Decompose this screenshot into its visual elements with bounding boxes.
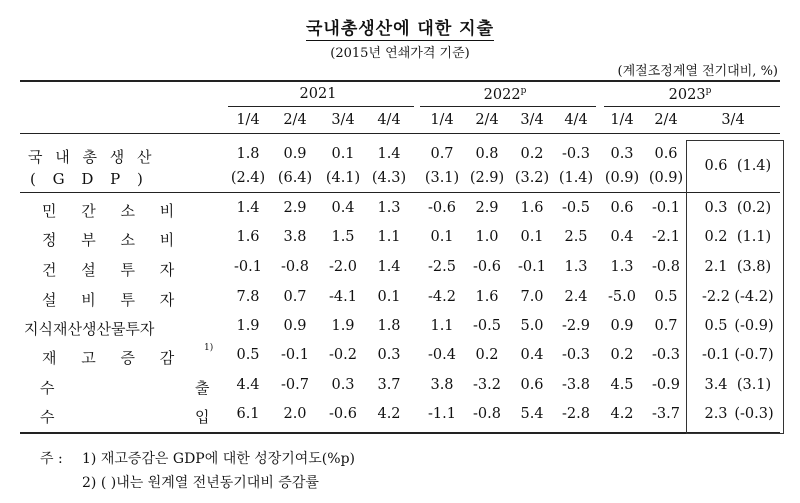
row-value: 0.7 (654, 318, 678, 334)
row-latest-value: 0.3 (704, 200, 728, 216)
gdp-value: 0.8 (475, 146, 499, 162)
row-value: 2.5 (564, 229, 588, 245)
bottom-rule (20, 432, 780, 434)
row-value: 2.0 (283, 406, 307, 422)
row-value: 1.3 (377, 200, 401, 216)
year-preliminary-mark: p (520, 86, 527, 96)
quarter-header: 3/4 (721, 112, 745, 128)
row-label-footnote-mark: 1) (204, 343, 214, 353)
row-value: -0.6 (329, 406, 357, 422)
gdp-value: 1.4 (377, 146, 401, 162)
gdp-latest-yoy: (1.4) (736, 158, 772, 174)
row-label: 민 간 소 비 (42, 202, 185, 220)
gdp-value: 0.1 (331, 146, 355, 162)
row-value: -0.3 (652, 347, 680, 363)
row-value: 3.8 (430, 377, 454, 393)
row-label: 건 설 투 자 (42, 261, 185, 279)
row-value: -0.1 (652, 200, 680, 216)
row-label-6-part-2: 출 (195, 379, 210, 397)
quarter-header: 4/4 (377, 112, 401, 128)
row-value: -3.8 (562, 377, 590, 393)
row-label: 정 부 소 비 (42, 231, 185, 249)
row-latest-value: 3.4 (704, 377, 728, 393)
row-value: 0.5 (654, 289, 678, 305)
row-latest-yoy: (1.1) (736, 229, 772, 245)
quarter-header: 3/4 (520, 112, 544, 128)
row-value: 1.4 (236, 200, 260, 216)
row-value: -1.1 (428, 406, 456, 422)
note-1: 1) 재고증감은 GDP에 대한 성장기여도(%p) (82, 451, 355, 467)
row-value: 0.5 (236, 347, 260, 363)
gdp-yoy-value: (2.4) (230, 170, 266, 186)
quarter-header: 1/4 (236, 112, 260, 128)
row-value: 0.4 (331, 200, 355, 216)
year-header (650, 86, 730, 103)
row-value: -0.1 (281, 347, 309, 363)
row-value: -0.1 (518, 259, 546, 275)
quarter-header: 2/4 (475, 112, 499, 128)
year-header (278, 86, 358, 102)
note-prefix: 주 : (40, 451, 63, 467)
row-value: 1.0 (475, 229, 499, 245)
gdp-yoy-value: (4.3) (371, 170, 407, 186)
row-value: 1.3 (564, 259, 588, 275)
row-value: 2.9 (475, 200, 499, 216)
row-latest-yoy: (3.1) (736, 377, 772, 393)
row-latest-yoy: (-0.9) (734, 318, 774, 334)
row-value: 0.6 (520, 377, 544, 393)
top-rule (20, 80, 780, 82)
gdp-yoy-value: (0.9) (604, 170, 640, 186)
row-value: 4.4 (236, 377, 260, 393)
row-latest-yoy: (-0.3) (734, 406, 774, 422)
row-value: -2.5 (428, 259, 456, 275)
gdp-yoy-value: (2.9) (469, 170, 505, 186)
row-value: -0.9 (652, 377, 680, 393)
row-value: 0.2 (475, 347, 499, 363)
row-value: -2.9 (562, 318, 590, 334)
gdp-yoy-value: (3.2) (514, 170, 550, 186)
row-latest-value: 0.5 (704, 318, 728, 334)
row-value: 0.1 (430, 229, 454, 245)
row-label-7-part-2: 입 (195, 408, 210, 426)
row-value: 1.4 (377, 259, 401, 275)
row-latest-value: 2.1 (704, 259, 728, 275)
row-value: 4.2 (610, 406, 634, 422)
row-label-gdp-abbr: ( G D P ) (30, 170, 149, 188)
row-value: 1.9 (331, 318, 355, 334)
year-label: 2021 (299, 86, 337, 102)
gdp-value: 0.3 (610, 146, 634, 162)
row-value: 1.8 (377, 318, 401, 334)
year-label: 2022 (483, 86, 521, 103)
year-preliminary-mark: p (705, 86, 712, 96)
year-2023-underline (604, 106, 780, 107)
row-label: 설 비 투 자 (42, 291, 185, 309)
row-latest-value: 2.3 (704, 406, 728, 422)
year-header (465, 86, 545, 103)
row-value: 1.6 (520, 200, 544, 216)
gdp-value: 0.6 (654, 146, 678, 162)
row-value: 5.4 (520, 406, 544, 422)
quarter-header: 4/4 (564, 112, 588, 128)
row-value: 5.0 (520, 318, 544, 334)
row-latest-yoy: (0.2) (736, 200, 772, 216)
row-value: 0.9 (610, 318, 634, 334)
row-latest-value: 0.2 (704, 229, 728, 245)
row-label: 재 고 증 감 (42, 349, 185, 367)
row-value: -0.4 (428, 347, 456, 363)
row-value: 1.1 (377, 229, 401, 245)
row-value: 0.1 (520, 229, 544, 245)
gdp-yoy-value: (3.1) (424, 170, 460, 186)
row-label-6-part-1: 수 (40, 379, 55, 397)
gdp-yoy-value: (6.4) (277, 170, 313, 186)
row-label: 지식재산생산물투자 (24, 320, 155, 338)
row-value: 6.1 (236, 406, 260, 422)
gdp-yoy-value: (4.1) (325, 170, 361, 186)
row-value: 7.0 (520, 289, 544, 305)
row-value: -0.1 (234, 259, 262, 275)
row-value: -0.8 (473, 406, 501, 422)
quarter-header: 1/4 (430, 112, 454, 128)
header-rule (20, 133, 780, 134)
row-value: 0.3 (377, 347, 401, 363)
row-value: -3.7 (652, 406, 680, 422)
gdp-latest-value: 0.6 (704, 158, 728, 174)
row-label-gdp: 국 내 총 생 산 (28, 148, 156, 166)
gdp-value: 0.7 (430, 146, 454, 162)
row-value: -0.8 (652, 259, 680, 275)
row-value: -5.0 (608, 289, 636, 305)
row-value: -2.8 (562, 406, 590, 422)
gdp-yoy-value: (1.4) (558, 170, 594, 186)
row-value: 1.9 (236, 318, 260, 334)
row-value: -0.2 (329, 347, 357, 363)
row-value: 0.4 (610, 229, 634, 245)
row-value: -0.8 (281, 259, 309, 275)
row-value: 7.8 (236, 289, 260, 305)
quarter-header: 1/4 (610, 112, 634, 128)
row-value: -4.1 (329, 289, 357, 305)
row-value: 1.1 (430, 318, 454, 334)
year-2022-underline (420, 106, 596, 107)
gdp-value: 1.8 (236, 146, 260, 162)
gdp-value: 0.2 (520, 146, 544, 162)
row-value: 4.2 (377, 406, 401, 422)
table-subtitle: (2015년 연쇄가격 기준) (330, 46, 470, 61)
year-label: 2023 (668, 86, 706, 103)
row-value: -2.1 (652, 229, 680, 245)
row-value: -0.6 (428, 200, 456, 216)
row-latest-value: -0.1 (702, 347, 730, 363)
gdp-rule (20, 192, 780, 193)
row-value: 4.5 (610, 377, 634, 393)
row-value: -0.3 (562, 347, 590, 363)
row-value: -0.7 (281, 377, 309, 393)
row-value: 1.3 (610, 259, 634, 275)
row-value: 0.3 (331, 377, 355, 393)
note-2: 2) ( )내는 원계열 전년동기대비 증감률 (82, 475, 319, 491)
row-value: 0.7 (283, 289, 307, 305)
row-value: 0.1 (377, 289, 401, 305)
row-value: 2.9 (283, 200, 307, 216)
quarter-header: 2/4 (654, 112, 678, 128)
row-latest-yoy: (-0.7) (734, 347, 774, 363)
row-latest-value: -2.2 (702, 289, 730, 305)
row-value: 0.9 (283, 318, 307, 334)
row-value: 3.7 (377, 377, 401, 393)
row-value: -0.5 (473, 318, 501, 334)
row-value: -3.2 (473, 377, 501, 393)
unit-note: (계절조정계열 전기대비, %) (617, 64, 778, 79)
row-value: 0.6 (610, 200, 634, 216)
row-value: -2.0 (329, 259, 357, 275)
row-value: 1.5 (331, 229, 355, 245)
gdp-value: 0.9 (283, 146, 307, 162)
row-value: -0.6 (473, 259, 501, 275)
row-latest-yoy: (3.8) (736, 259, 772, 275)
row-value: 1.6 (475, 289, 499, 305)
row-label-7-part-1: 수 (40, 408, 55, 426)
quarter-header: 2/4 (283, 112, 307, 128)
row-value: -0.5 (562, 200, 590, 216)
year-2021-underline (228, 106, 414, 107)
row-value: -4.2 (428, 289, 456, 305)
row-latest-yoy: (-4.2) (734, 289, 774, 305)
table-title: 국내총생산에 대한 지출 (305, 19, 495, 39)
row-value: 1.6 (236, 229, 260, 245)
row-value: 3.8 (283, 229, 307, 245)
row-value: 0.4 (520, 347, 544, 363)
gdp-yoy-value: (0.9) (648, 170, 684, 186)
row-value: 0.2 (610, 347, 634, 363)
quarter-header: 3/4 (331, 112, 355, 128)
gdp-value: -0.3 (562, 146, 590, 162)
row-value: 2.4 (564, 289, 588, 305)
